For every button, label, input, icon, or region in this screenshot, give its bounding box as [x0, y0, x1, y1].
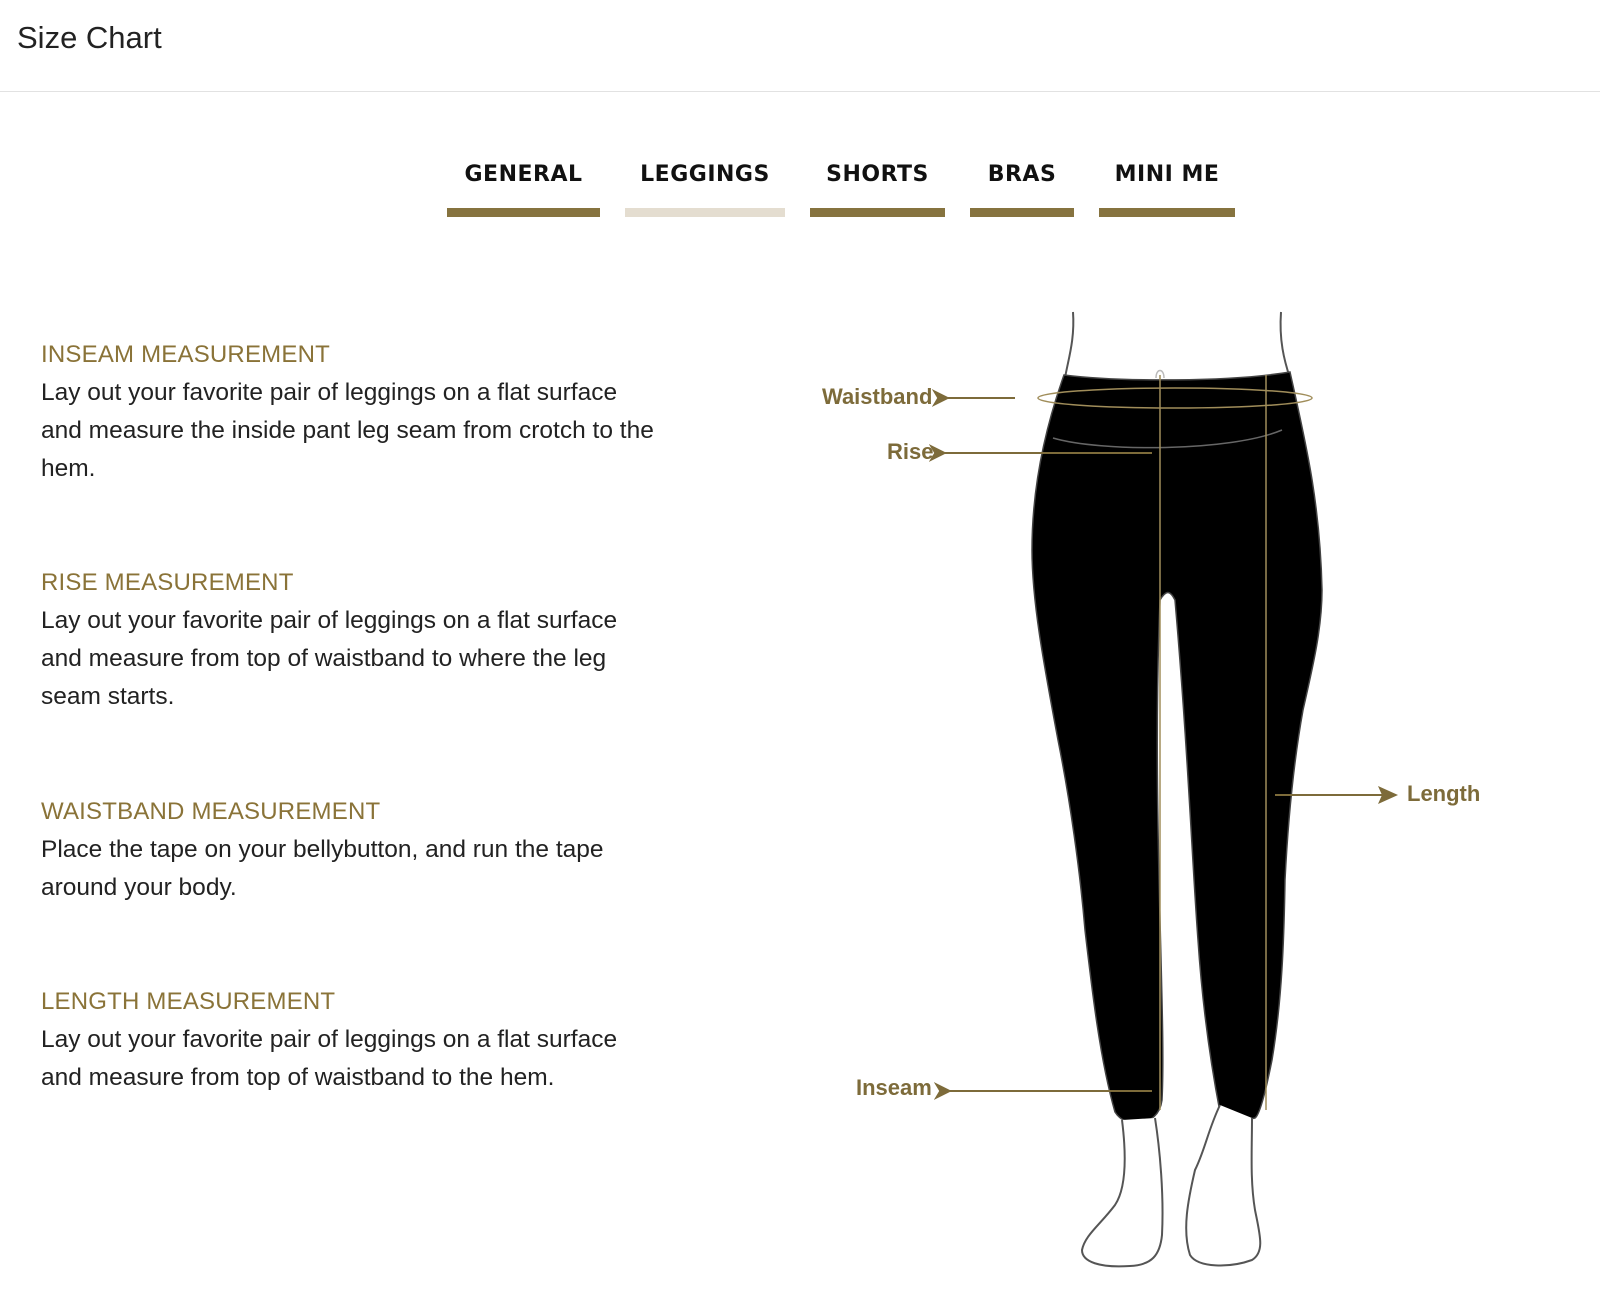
torso-left-outline: [1065, 312, 1073, 378]
rise-description: Lay out your favorite pair of leggings on a flat surface and measure from top of waistband to where the leg seam starts.: [41, 607, 618, 710]
tab-label: BRAS: [987, 162, 1057, 187]
tab-bras[interactable]: [970, 160, 1074, 218]
length-label: Length: [1407, 781, 1481, 806]
tab-underline: [447, 208, 600, 217]
tab-shorts[interactable]: [810, 160, 945, 218]
length-title: LENGTH MEASUREMENT: [41, 988, 336, 1015]
waistband-section: [41, 797, 661, 907]
tab-underline-active: [625, 208, 785, 217]
tab-underline: [970, 208, 1074, 217]
length-description: Lay out your favorite pair of leggings on a flat surface and measure from top of waistband to the hem.: [41, 1026, 618, 1091]
inseam-title: INSEAM MEASUREMENT: [41, 341, 330, 368]
tab-label: SHORTS: [826, 162, 929, 187]
modal-header: [0, 0, 1600, 92]
tab-leggings[interactable]: [625, 160, 785, 218]
page-title: Size Chart: [17, 20, 162, 55]
inseam-description: Lay out your favorite pair of leggings on a flat surface and measure the inside pant leg seam from crotch to the hem.: [41, 379, 654, 482]
leggings-shape: [1032, 372, 1322, 1123]
right-foot: [1186, 1105, 1260, 1265]
tab-underline: [1099, 208, 1235, 217]
inseam-section: [41, 340, 661, 488]
tab-mini-me[interactable]: [1099, 160, 1235, 218]
tab-bar: [0, 160, 1600, 220]
tab-label: MINI ME: [1114, 162, 1220, 187]
tab-label: GENERAL: [464, 162, 583, 187]
waistband-label: Waistband: [822, 384, 933, 409]
waistband-title: WAISTBAND MEASUREMENT: [41, 798, 381, 825]
inseam-label: Inseam: [856, 1075, 932, 1100]
length-section: [41, 987, 661, 1097]
left-foot: [1082, 1118, 1163, 1266]
tab-underline: [810, 208, 945, 217]
tab-label: LEGGINGS: [640, 162, 770, 187]
torso-right-outline: [1281, 312, 1290, 378]
waistband-description: Place the tape on your bellybutton, and run the tape around your body.: [41, 836, 604, 901]
rise-section: [41, 568, 661, 716]
leggings-diagram: [800, 300, 1560, 1290]
tab-general[interactable]: [447, 160, 600, 218]
rise-title: RISE MEASUREMENT: [41, 569, 294, 596]
rise-label: Rise: [887, 439, 934, 464]
